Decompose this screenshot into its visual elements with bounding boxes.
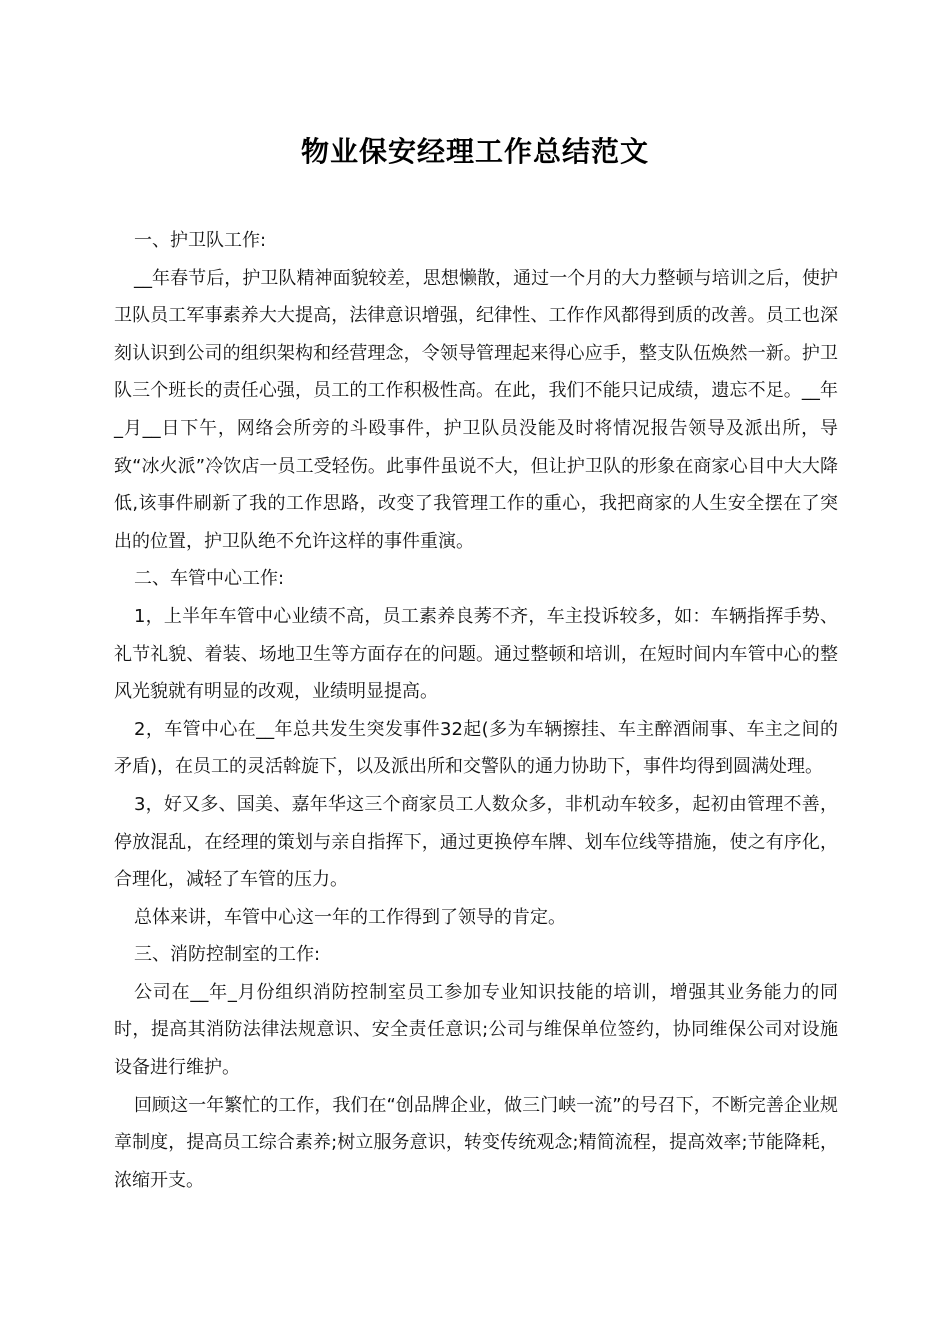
section-heading-fire-control: 三、消防控制室的工作: <box>134 944 321 966</box>
document-body <box>114 222 838 1199</box>
paragraph-parking-summary: 总体来讲，车管中心这一年的工作得到了领导的肯定。 <box>134 906 566 928</box>
paragraph-fire-control: 公司在__年_月份组织消防控制室员工参加专业知识技能的培训，增强其业务能力的同时，提高其消防法律法规意识、安全责任意识;公司与维保单位签约，协同维保公司对设施设备进行维护。 <box>114 981 838 1079</box>
paragraph-guard-team: __年春节后，护卫队精神面貌较差，思想懒散，通过一个月的大力整顿与培训之后，使护卫队员工军事素养大大提高，法律意识增强，纪律性、工作作风都得到质的改善。员工也深刻认识到公司的组织架构和经营理念，令领导管理起来得心应手，整支队伍焕然一新。护卫队三个班长的责任心强，员工的工作积极性高。在此，我们不能只记成绩，遗忘不足。__年_月__日下午，网络会所旁的斗殴事件，护卫队员没能及时将情况报告领导及派出所，导致“冰火派”冷饮店一员工受轻伤。此事件虽说不大，但让护卫队的形象在商家心目中大大降低,该事件刷新了我的工作思路，改变了我管理工作的重心，我把商家的人生安全摆在了突出的位置，护卫队绝不允许这样的事件重演。 <box>114 267 838 552</box>
paragraph-parking-item-3: 3，好又多、国美、嘉年华这三个商家员工人数众多，非机动车较多，起初由管理不善，停放混乱，在经理的策划与亲自指挥下，通过更换停车牌、划车位线等措施，使之有序化，合理化，减轻了车管的压力。 <box>114 793 838 891</box>
section-heading-guard-team: 一、护卫队工作: <box>134 230 267 251</box>
paragraph-parking-item-2: 2，车管中心在__年总共发生突发事件32起(多为车辆擦挂、车主醉酒闹事、车主之间的矛盾)，在员工的灵活斡旋下，以及派出所和交警队的通力协助下，事件均得到圆满处理。 <box>114 718 838 778</box>
paragraph-review: 回顾这一年繁忙的工作，我们在“创品牌企业，做三门峡一流”的号召下，不断完善企业规章制度，提高员工综合素养;树立服务意识，转变传统观念;精简流程，提高效率;节能降耗，浓缩开支。 <box>114 1094 838 1191</box>
section-heading-parking-center: 二、车管中心工作: <box>134 568 285 590</box>
document-title: 物业保安经理工作总结范文 <box>300 135 649 168</box>
paragraph-parking-item-1: 1，上半年车管中心业绩不高，员工素养良莠不齐，车主投诉较多，如：车辆指挥手势、礼节礼貌、着装、场地卫生等方面存在的问题。通过整顿和培训，在短时间内车管中心的整风光貌就有明显的改观，业绩明显提高。 <box>114 605 838 703</box>
